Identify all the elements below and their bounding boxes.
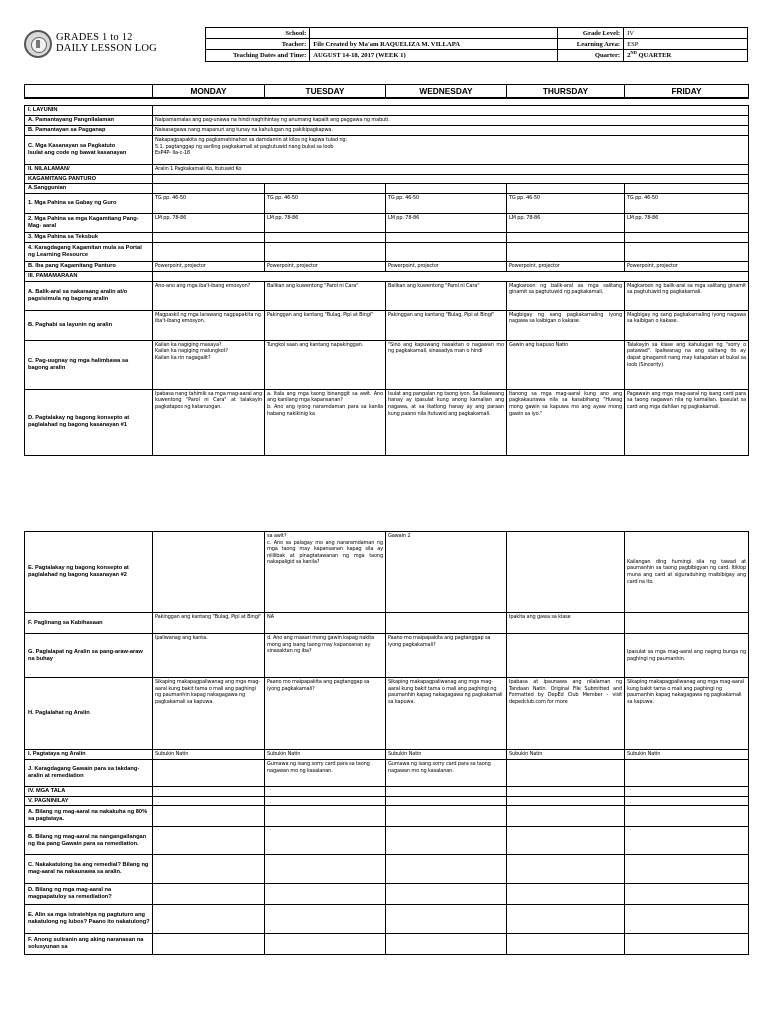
cell-empty (507, 855, 625, 884)
cell-empty (507, 184, 625, 194)
cell-empty (625, 233, 749, 243)
cell-empty (153, 787, 265, 797)
row-label-pagtataya: I. Pagtataya ng Aralin (25, 750, 153, 760)
section-pamamaraan: III. PAMAMARAAN (25, 272, 153, 282)
paghabi-wednesday: Pakinggan ang kantang "Bulag, Pipi at Bingi" (386, 310, 507, 340)
e-wednesday: Gawain 2 (386, 532, 507, 613)
cell-empty (386, 243, 507, 262)
cell-empty (507, 934, 625, 955)
cell-empty (625, 796, 749, 806)
layunin-empty (153, 106, 749, 116)
d-tuesday: a. Itala ang mga taong binanggit sa awit. Ano ang kanilang mga kapansanan? b. Ano ang iyong naramdaman para sa kanila habang nakikinig ka (265, 389, 386, 455)
row-label-kagamitang-pang-mag-aaral: 2. Mga Pahina sa mga Kagamitang Pang- Mag- aaral (25, 214, 153, 233)
cell-empty (153, 233, 265, 243)
row-label-paglinang: F. Paglinang sa Kabihasaan (25, 613, 153, 634)
school-value (310, 28, 558, 39)
pamamaraan-empty (153, 272, 749, 282)
lm-tuesday: LM pp. 78-86 (265, 214, 386, 233)
f-tuesday: NA (265, 613, 386, 634)
cell-empty (625, 827, 749, 855)
section-kagamitang-panturo: KAGAMITANG PANTURO (25, 174, 153, 184)
header-gap (25, 98, 749, 106)
cell-empty (386, 806, 507, 827)
cell-empty (625, 934, 749, 955)
row-label-pagtalakay-2: E. Pagtalakay ng bagong konsepto at paglalahad ng bagong kasanayan #2 (25, 532, 153, 613)
teaching-dates-value: AUGUST 14-18, 2017 (WEEK 1) (310, 50, 558, 62)
j-monday (153, 760, 265, 787)
row-label-iba-pang-kagamitan: B. Iba pang Kagamitang Panturo (25, 262, 153, 272)
i-thursday: Subukin Natin (507, 750, 625, 760)
row-label-reflection-d: D. Bilang ng mga mag-aaral na magpapatuloy sa remediation? (25, 884, 153, 905)
cell-empty (386, 905, 507, 934)
cell-empty (507, 233, 625, 243)
e-thursday (507, 532, 625, 613)
g-thursday (507, 634, 625, 678)
cell-empty (153, 796, 265, 806)
section-nilalaman: II. NILALAMAN/ (25, 165, 153, 175)
iba-wednesday: Powerpoint, projector (386, 262, 507, 272)
paghabi-monday: Magpaskil ng mga larawang nagpapakita ng iba't-ibang emosyon. (153, 310, 265, 340)
row-label-pag-uugnay: C. Pag-uugnay ng mga halimbawa sa bagong aralin (25, 340, 153, 389)
uugnay-tuesday: Tungkol saan ang kantang napakinggan. (265, 340, 386, 389)
row-label-pamantayan-sa-pagganap: B. Pamantayan sa Pagganap (25, 126, 153, 136)
day-header-blank (25, 85, 153, 98)
row-label-reflection-b: B. Bilang ng mag-aaral na nangangailangan ng iba pang Gawain para sa remediation. (25, 827, 153, 855)
grade-level-label: Grade Level: (558, 28, 624, 39)
school-label: School: (206, 28, 310, 39)
guro-monday: TG pp. 46-50 (153, 194, 265, 214)
kasanayan-value: Nakapagpapakita ng pagkamahinahon sa damdamin at kilos ng kapwa tulad ng: 5.1. pagtanggap ng sariling pagkakamali at pagtutuwid nang bukal sa loob EsP4P- IIa-c-18 (153, 136, 749, 165)
h-monday: Sikaping makapagpaliwanag ang mga mag-aaral kung bakit tama o mali ang paghingi ng paumanhin kapag nakagagawa ng pagkakamali sa kapuwa. (153, 678, 265, 750)
lm-monday: LM pp. 78-86 (153, 214, 265, 233)
iba-monday: Powerpoint, projector (153, 262, 265, 272)
header (24, 27, 748, 62)
row-label-reflection-a: A. Bilang ng mag-aaral na nakakuha ng 80% sa pagtataya. (25, 806, 153, 827)
cell-empty (265, 827, 386, 855)
day-header-tuesday: TUESDAY (265, 85, 386, 98)
h-tuesday: Paano mo maipapakita ang pagtanggap sa iyong pagkakamali? (265, 678, 386, 750)
cell-empty (265, 243, 386, 262)
guro-friday: TG pp. 46-50 (625, 194, 749, 214)
lm-friday: LM pp. 78-86 (625, 214, 749, 233)
section-pagninilay: V. PAGNINILAY (25, 796, 153, 806)
h-wednesday: Sikaping makapagpaliwanag ang mga mag-aaral kung bakit tama o mali ang paghingi ng paumanhin kapag nakagagawa ng pagkakamali sa kapuwa. (386, 678, 507, 750)
cell-empty (265, 855, 386, 884)
teacher-value: File Created by Ma'am RAQUELIZA M. VILLAPA (310, 39, 558, 50)
paghabi-thursday: Magbigay ng sang pagkakamaling iyong nagawa sa kaibigan o kakase. (507, 310, 625, 340)
e-monday (153, 532, 265, 613)
guro-tuesday: TG pp. 46-50 (265, 194, 386, 214)
learning-area-value: ESP (624, 39, 748, 50)
cell-empty (265, 905, 386, 934)
row-label-karagdagang-gawain: J. Karagdagang Gawain para sa takdang- aralin at remediation (25, 760, 153, 787)
cell-empty (625, 884, 749, 905)
quarter-suffix: ND (630, 50, 637, 55)
lm-thursday: LM pp. 78-86 (507, 214, 625, 233)
cell-empty (153, 855, 265, 884)
cell-empty (507, 827, 625, 855)
cell-empty (265, 787, 386, 797)
row-label-paglalahat: H. Paglalahat ng Aralin (25, 678, 153, 750)
cell-empty (386, 934, 507, 955)
quarter-number: 2 (627, 52, 631, 60)
cell-empty (153, 934, 265, 955)
paghabi-friday: Magbigay ng sang pagkakamaling iyong nagawa sa kaibigan o kakase. (625, 310, 749, 340)
row-label-pamantayang-pangnilalaman: A. Pamantayang Pangnilalaman (25, 116, 153, 126)
e-tuesday: sa awit? c. Ano sa palagay mo ang nararamdaman ng mga taong may kapansanan kapag sila ay nililibak at pinagtatawanan ng mga taong nakapaligid sa kanila? (265, 532, 386, 613)
j-tuesday: Gumawa ng isang sorry card para sa taong nagawan mo ng kasalanan. (265, 760, 386, 787)
cell-empty (507, 905, 625, 934)
f-wednesday (386, 613, 507, 634)
cell-empty (507, 787, 625, 797)
cell-empty (265, 184, 386, 194)
cell-empty (507, 796, 625, 806)
nilalaman-value: Aralin 1 Pagkakamali Ko, Itutuwid Ko (153, 165, 749, 175)
row-label-teksbuk: 3. Mga Pahina sa Teksbuk (25, 233, 153, 243)
f-friday (625, 613, 749, 634)
d-thursday: Itanong sa mga mag-aaral kung ano ang pagkakaunawa nila sa kasabihang "Huwag mong gawin sa kapuwa mo ang ayaw mong gawin sa iyo." (507, 389, 625, 455)
g-tuesday: d. Ano ang maaari mong gawin kapag nakita mong ang isang taong may kapansanan ay sinasaktan ng iba? (265, 634, 386, 678)
row-label-paglalapat: G. Paglalapat ng Aralin sa pang-araw-araw na buhay (25, 634, 153, 678)
header-table (24, 27, 748, 62)
guro-wednesday: TG pp. 46-50 (386, 194, 507, 214)
quarter-value (624, 50, 748, 62)
pamantayang-pangnilalaman-value: Naipamamalas ang pag-unawa na hindi naghihintay ng anumang kapalit ang paggawa ng mabuti. (153, 116, 749, 126)
row-label-pagtalakay-1: D. Pagtalakay ng bagong konsepto at paglalahad ng bagong kasanayan #1 (25, 389, 153, 455)
kagamitan-empty (153, 174, 749, 184)
f-monday: Pakinggan ang kantang "Bulag, Pipi at Bingi" (153, 613, 265, 634)
cell-empty (386, 827, 507, 855)
balik-friday: Magkaroon ng balik-aral sa mga salitang ginamit sa pagtutuwid ng pagkakamali. (625, 281, 749, 310)
section-mga-tala: IV. MGA TALA (25, 787, 153, 797)
cell-empty (265, 796, 386, 806)
d-wednesday: Isulat ang pangalan ng taong iyon. Sa ikalawang hanay ay ipasulat kung anong kamalian ang nagawa, at sa ikatlong hanay ay ang paraan kung paano nila itutuwid ang pagkakamali. (386, 389, 507, 455)
cell-empty (386, 855, 507, 884)
cell-empty (386, 184, 507, 194)
cell-empty (153, 806, 265, 827)
uugnay-friday: Talakayin sa klase ang kahulugan ng "sorry o patawad". Ipaliwanag na ang salitang ito ay dapat ginagamit nang may katapatan at bukal sa loob (Sincerity). (625, 340, 749, 389)
quarter-word: QUARTER (636, 52, 672, 60)
cell-empty (153, 905, 265, 934)
cell-empty (507, 243, 625, 262)
h-friday: Sikaping makapagpaliwanag ang mga mag-aaral kung bakit tama o mali ang paghingi ng paumanhin kapag nakagagawa ng pagkakamali sa kapuwa. (625, 678, 749, 750)
j-wednesday: Gumawa ng isang sorry card para sa taong nagawan mo ng kasalanan. (386, 760, 507, 787)
uugnay-wednesday: "Sino ang kapuwang nasaktan o nagawan mo ng pagkakamali, sinasadya man o hindi (386, 340, 507, 389)
teaching-dates-label: Teaching Dates and Time: (206, 50, 310, 62)
quarter-label: Quarter: (558, 50, 624, 62)
row-label-reflection-c: C. Nakakatulong ba ang remedial? Bilang ng mag-aaral na nakaunawa sa aralin. (25, 855, 153, 884)
cell-empty (153, 243, 265, 262)
teacher-label: Teacher: (206, 39, 310, 50)
row-label-balik-aral: A. Balik-aral sa nakaraang aralin at/o pagsisimula ng bagong aralin (25, 281, 153, 310)
d-friday: Pagawain ang mga mag-aaral ng isang card para sa taong nagawan nila ng kamalian. Ipasulat sa card ang mga dahilan ng pagkakamali. (625, 389, 749, 455)
logo-title-line1: GRADES 1 to 12 (56, 31, 133, 43)
balik-monday: Ano-ano ang mga iba't-ibang emosyon? (153, 281, 265, 310)
logo-area (24, 28, 206, 62)
lm-wednesday: LM pp. 78-86 (386, 214, 507, 233)
cell-empty (265, 806, 386, 827)
i-monday: Subukin Natin (153, 750, 265, 760)
day-header-thursday: THURSDAY (507, 85, 625, 98)
row-label-paghabi: B. Paghabi sa layunin ng aralin (25, 310, 153, 340)
balik-wednesday: Balikan ang kuwentong "Parol ni Cara" (386, 281, 507, 310)
j-friday (625, 760, 749, 787)
logo-title-line2: DAILY LESSON LOG (56, 42, 157, 54)
cell-empty (625, 243, 749, 262)
uugnay-thursday: Gawin ang Isapuso Natin (507, 340, 625, 389)
j-thursday (507, 760, 625, 787)
e-friday: Kailangan ding humingi sila ng tawad at paumanhin sa taong pagbibigyan ng card. Itiklop muna ang card at siguraduhing maibibigay ang card na ito. (625, 532, 749, 613)
paghabi-tuesday: Pakinggan ang kantang "Bulag, Pipi at Bingi" (265, 310, 386, 340)
i-wednesday: Subukin Natin (386, 750, 507, 760)
pamantayan-sa-pagganap-value: Naisasagawa nang mapanuri ang tunay na kahulugan ng pakikipagkapwa. (153, 126, 749, 136)
cell-empty (153, 884, 265, 905)
row-label-gabay-ng-guro: 1. Mga Pahina sa Gabay ng Guro (25, 194, 153, 214)
iba-thursday: Powerpoint, projector (507, 262, 625, 272)
cell-empty (386, 787, 507, 797)
day-header-monday: MONDAY (153, 85, 265, 98)
cell-empty (625, 184, 749, 194)
row-label-kasanayan: C. Mga Kasanayan sa Pagkatuto Isulat ang code ng bawat kasanayan (25, 136, 153, 165)
section-layunin: I. LAYUNIN (25, 106, 153, 116)
d-monday: Ipabasa nang tahimik sa mga mag-aaral ang kuwentong "Parol ni Cara" at talakayin pagkatapos ng katanungan. (153, 389, 265, 455)
cell-empty (386, 884, 507, 905)
balik-tuesday: Balikan ang kuwentong "Parol ni Cara" (265, 281, 386, 310)
day-header-wednesday: WEDNESDAY (386, 85, 507, 98)
lesson-log-table-page1 (24, 84, 749, 456)
cell-empty (153, 827, 265, 855)
cell-empty (265, 884, 386, 905)
iba-tuesday: Powerpoint, projector (265, 262, 386, 272)
cell-empty (625, 905, 749, 934)
g-wednesday: Paano mo maipapakita ang pagtanggap sa iyong pagkakamali? (386, 634, 507, 678)
day-header-friday: FRIDAY (625, 85, 749, 98)
learning-area-label: Learning Area: (558, 39, 624, 50)
balik-thursday: Magkaroon ng balik-aral sa mga salitang ginamit sa pagtutuwid ng pagkakamali. (507, 281, 625, 310)
cell-empty (265, 934, 386, 955)
lesson-log-table-page2 (24, 531, 749, 955)
cell-empty (507, 806, 625, 827)
cell-empty (265, 233, 386, 243)
cell-empty (386, 233, 507, 243)
g-monday: Ipaliwanag ang kanta. (153, 634, 265, 678)
row-label-reflection-f: F. Anong suliranin ang aking naranasan na solusyunan sa (25, 934, 153, 955)
g-friday: Ipasulat sa mga mag-aaral ang naging bunga ng paghingi ng paumanhin. (625, 634, 749, 678)
uugnay-monday: Kailan ka nagiging masaya? Kailan ka nagiging malungkot? Kailan ka rin nagagalit? (153, 340, 265, 389)
grade-level-value: IV (624, 28, 748, 39)
cell-empty (507, 884, 625, 905)
f-thursday: Ipakita ang gawa sa klase (507, 613, 625, 634)
h-thursday: Ipabasa at ipaunawa ang nilalaman ng Tandaan Natin. Original File Submitted and Formatted by DepEd Club Member - visit depedclub.com for more (507, 678, 625, 750)
i-tuesday: Subukin Natin (265, 750, 386, 760)
deped-seal-icon (24, 30, 52, 58)
row-label-sanggunian: A.Sanggunian (25, 184, 153, 194)
row-label-learning-resource: 4. Karagdagang Kagamitan mula sa Portal ng Learning Resource (25, 243, 153, 262)
i-friday: Subukin Natin (625, 750, 749, 760)
cell-empty (625, 855, 749, 884)
cell-empty (153, 184, 265, 194)
cell-empty (386, 796, 507, 806)
iba-friday: Powerpoint, projector (625, 262, 749, 272)
cell-empty (625, 787, 749, 797)
cell-empty (625, 806, 749, 827)
row-label-reflection-e: E. Alin sa mga istratehiya ng pagtuturo ang nakatulong ng lubos? Paano ito nakatulong? (25, 905, 153, 934)
guro-thursday: TG pp. 46-50 (507, 194, 625, 214)
